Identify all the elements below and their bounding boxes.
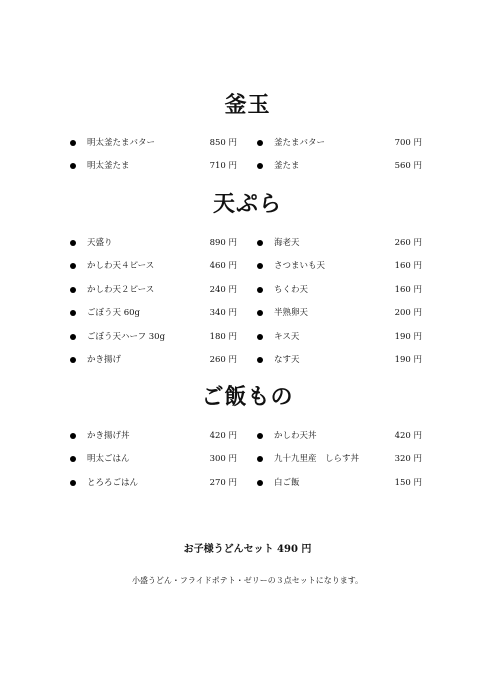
bullet-icon [257, 163, 263, 169]
item-name: 明太ごはん [87, 454, 130, 465]
menu-item [257, 235, 422, 251]
menu-row [70, 428, 430, 451]
item-price: 160 円 [394, 284, 422, 295]
menu-row [70, 352, 430, 375]
menu-row [70, 305, 430, 328]
item-price: 150 円 [394, 477, 422, 488]
item-price: 710 円 [209, 161, 237, 172]
item-price: 260 円 [394, 238, 422, 248]
item-price: 190 円 [394, 331, 422, 342]
bullet-icon [70, 433, 76, 439]
item-price: 560 円 [394, 161, 422, 172]
menu-item [70, 428, 237, 444]
menu-item [70, 329, 237, 345]
menu-item [70, 135, 237, 151]
item-name: 天盛り [87, 238, 113, 248]
section-title-kamatama: 釜玉 [224, 92, 271, 118]
item-price: 300 円 [209, 454, 237, 465]
menu-item [70, 235, 237, 251]
menu-row [70, 329, 430, 352]
item-name: とろろごはん [87, 477, 139, 488]
item-name: キス天 [274, 331, 300, 342]
menu-item [257, 158, 422, 174]
item-price: 320 円 [394, 454, 422, 465]
bullet-icon [70, 357, 76, 363]
bullet-icon [257, 456, 263, 462]
item-name: かしわ天２ピース [87, 284, 155, 295]
item-price: 270 円 [209, 477, 237, 488]
menu-row [70, 135, 430, 158]
bullet-icon [257, 480, 263, 486]
bullet-icon [70, 456, 76, 462]
bullet-icon [70, 480, 76, 486]
bullet-icon [257, 287, 263, 293]
bullet-icon [257, 240, 263, 246]
item-price: 340 円 [209, 308, 237, 319]
item-price: 420 円 [394, 431, 422, 441]
item-name: かき揚げ丼 [87, 431, 130, 441]
bullet-icon [257, 334, 263, 340]
menu-list-kamatama [70, 135, 430, 182]
menu-row [70, 158, 430, 181]
menu-item [257, 475, 422, 491]
kids-set-title: お子様うどんセット 490 円 [183, 544, 312, 555]
menu-item [257, 305, 422, 321]
item-price: 850 円 [209, 138, 237, 148]
menu-item [257, 428, 422, 444]
item-price: 240 円 [209, 284, 237, 295]
menu-item [257, 135, 422, 151]
menu-item [70, 475, 237, 491]
item-price: 260 円 [209, 354, 237, 365]
item-price: 200 円 [394, 308, 422, 319]
bullet-icon [70, 310, 76, 316]
bullet-icon [70, 163, 76, 169]
section-title-tempura: 天ぷら [212, 191, 282, 217]
menu-item [257, 282, 422, 298]
item-name: 明太釜たまバター [87, 138, 156, 148]
menu-item [70, 282, 237, 298]
item-name: なす天 [274, 354, 300, 365]
item-name: かしわ天丼 [274, 431, 317, 441]
kids-set-note: 小盛うどん・フライドポテト・ゼリーの３点セットになります。 [131, 576, 364, 585]
item-name: 九十九里産 しらす丼 [274, 454, 360, 465]
item-name: かしわ天４ピース [87, 261, 155, 272]
item-price: 460 円 [209, 261, 237, 272]
bullet-icon [70, 240, 76, 246]
menu-row [70, 282, 430, 305]
bullet-icon [257, 263, 263, 269]
bullet-icon [257, 310, 263, 316]
menu-item [257, 258, 422, 274]
menu-item [257, 329, 422, 345]
menu-row [70, 451, 430, 474]
item-name: 明太釜たま [87, 161, 130, 172]
menu-item [70, 352, 237, 368]
menu-row [70, 475, 430, 498]
bullet-icon [257, 140, 263, 146]
item-name: 半熟卵天 [274, 308, 309, 319]
menu-row [70, 235, 430, 258]
item-name: 釜たまバター [274, 138, 326, 148]
bullet-icon [70, 334, 76, 340]
item-price: 700 円 [394, 138, 422, 148]
item-name: ちくわ天 [274, 284, 309, 295]
menu-item [70, 451, 237, 467]
bullet-icon [70, 263, 76, 269]
item-price: 420 円 [209, 431, 237, 441]
menu-item [257, 352, 422, 368]
menu-item [70, 258, 237, 274]
menu-item [257, 451, 422, 467]
item-name: 白ご飯 [274, 477, 300, 488]
bullet-icon [257, 357, 263, 363]
menu-item [70, 305, 237, 321]
item-price: 180 円 [209, 331, 237, 342]
bullet-icon [70, 140, 76, 146]
section-title-rice: ご飯もの [201, 384, 294, 410]
item-name: 釜たま [274, 161, 300, 172]
item-name: 海老天 [274, 238, 300, 248]
bullet-icon [70, 287, 76, 293]
item-name: さつまいも天 [274, 261, 326, 272]
menu-list-tempura [70, 235, 430, 375]
item-price: 890 円 [209, 238, 237, 248]
menu-item [70, 158, 237, 174]
bullet-icon [257, 433, 263, 439]
item-price: 160 円 [394, 261, 422, 272]
menu-list-rice [70, 428, 430, 498]
menu-row [70, 258, 430, 281]
item-price: 190 円 [394, 354, 422, 365]
item-name: ごぼう天ハーフ 30g [87, 331, 166, 342]
item-name: ごぼう天 60g [87, 308, 140, 319]
item-name: かき揚げ [87, 354, 122, 365]
